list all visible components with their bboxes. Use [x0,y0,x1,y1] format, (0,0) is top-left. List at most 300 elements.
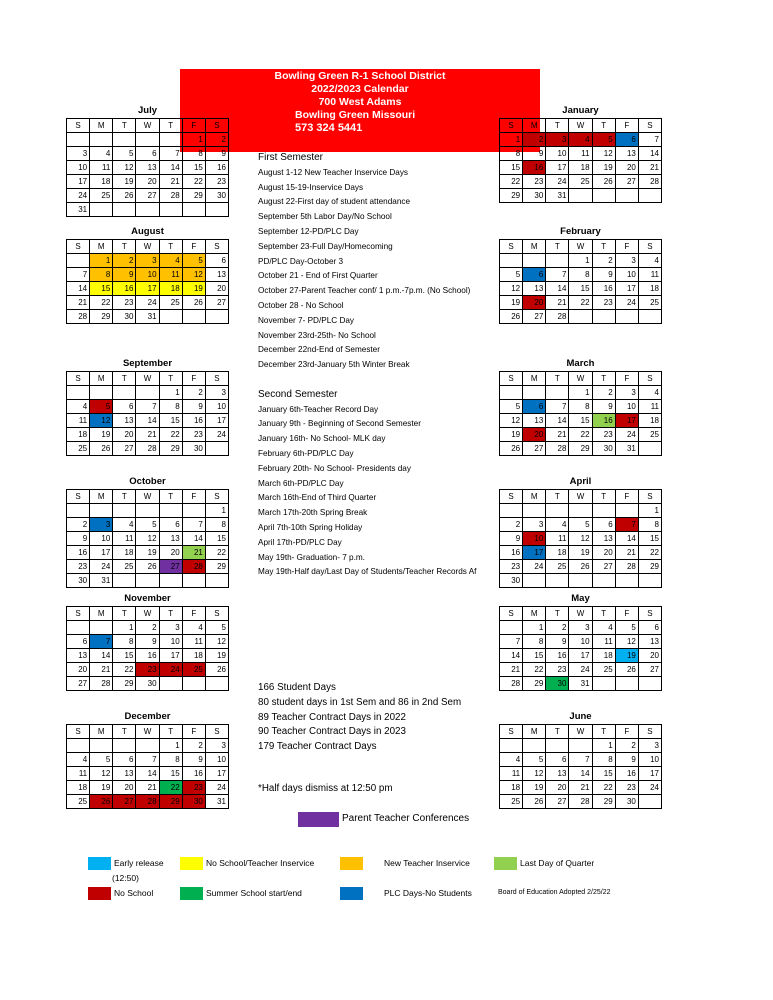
day-cell: 13 [159,532,182,546]
weekday-label: W [569,725,592,739]
day-cell: 24 [67,189,90,203]
day-cell: 10 [638,753,661,767]
week-row [67,677,229,691]
day-cell: 21 [90,663,113,677]
weekday-label: F [615,372,638,386]
month-november [66,591,229,691]
weekday-label: F [615,725,638,739]
weekday-label: W [136,490,159,504]
day-cell: 27 [615,175,638,189]
month-grid [66,118,229,217]
event-item: March 16th-End of Third Quarter [258,493,377,503]
weekday-label: F [615,490,638,504]
day-cell: 4 [67,753,90,767]
month-march [499,356,662,456]
day-cell: 23 [182,428,205,442]
day-cell: 10 [205,400,228,414]
weekday-header-row [500,725,662,739]
weekday-label: T [113,490,136,504]
day-cell: 1 [159,739,182,753]
event-item: December 22nd-End of Semester [258,345,380,355]
day-cell: 31 [90,574,113,588]
day-cell: 28 [638,175,661,189]
day-cell: 7 [638,133,661,147]
month-grid [66,489,229,588]
day-cell: 30 [182,442,205,456]
day-cell: 16 [615,767,638,781]
day-cell: 23 [500,560,523,574]
day-cell [90,621,113,635]
day-cell: 18 [182,649,205,663]
weekday-label: S [638,372,661,386]
day-cell: 6 [638,621,661,635]
weekday-label: S [500,725,523,739]
day-cell: 25 [500,795,523,809]
weekday-label: S [67,725,90,739]
week-row [67,428,229,442]
address: 700 West Adams [318,96,402,108]
week-row [67,161,229,175]
day-cell [67,621,90,635]
legend-swatch [494,857,517,870]
day-cell [569,504,592,518]
week-row [500,635,662,649]
day-cell: 21 [546,428,569,442]
weekday-label: T [159,725,182,739]
month-title: March [566,358,595,369]
day-cell [136,504,159,518]
day-cell: 14 [638,147,661,161]
day-cell: 26 [90,442,113,456]
day-cell: 20 [592,546,615,560]
day-cell: 22 [159,428,182,442]
weekday-label: S [67,372,90,386]
month-grid [66,371,229,456]
event-item: April 17th-PD/PLC Day [258,537,342,547]
weekday-label: S [67,607,90,621]
day-cell: 2 [592,386,615,400]
month-grid [499,489,662,588]
day-cell: 23 [67,560,90,574]
day-cell: 12 [615,635,638,649]
day-cell: 7 [67,268,90,282]
week-row [67,400,229,414]
week-row [67,635,229,649]
day-cell [182,203,205,217]
day-cell [500,621,523,635]
day-cell: 9 [113,268,136,282]
legend-swatch [88,857,111,870]
month-grid [66,724,229,809]
weekday-label: F [182,607,205,621]
day-cell: 26 [182,296,205,310]
half-day-note: *Half days dismiss at 12:50 pm [258,783,393,794]
event-item [258,373,496,388]
week-row [500,175,662,189]
weekday-label: T [113,240,136,254]
event-item: January 6th-Teacher Record Day [258,404,379,414]
day-cell: 3 [136,254,159,268]
day-cell: 19 [569,546,592,560]
day-cell: 20 [113,428,136,442]
event-item: May 19th- Graduation- 7 p.m. [258,552,365,562]
day-cell: 11 [638,268,661,282]
weekday-label: W [136,725,159,739]
day-cell: 10 [615,268,638,282]
day-cell [67,504,90,518]
day-cell: 8 [159,400,182,414]
day-cell: 23 [182,781,205,795]
weekday-label: T [592,490,615,504]
weekday-label: S [67,240,90,254]
day-cell: 16 [546,649,569,663]
day-cell [523,574,546,588]
day-cell: 14 [182,532,205,546]
day-cell: 13 [523,282,546,296]
day-cell: 22 [523,663,546,677]
day-cell: 1 [90,254,113,268]
day-cell: 8 [569,400,592,414]
day-cell: 31 [67,203,90,217]
week-row [67,739,229,753]
day-cell: 5 [90,753,113,767]
month-grid [499,606,662,691]
day-cell: 9 [182,400,205,414]
month-grid [499,118,662,203]
day-cell: 29 [159,442,182,456]
legend-label: No School/Teacher Inservice [206,858,315,868]
day-cell: 20 [136,175,159,189]
day-cell [546,504,569,518]
day-cell: 25 [546,560,569,574]
month-may [499,591,662,691]
day-cell: 14 [136,767,159,781]
day-cell [592,504,615,518]
day-cell: 18 [67,781,90,795]
contract-days-2022: 89 Teacher Contract Days in 2022 [258,711,406,723]
day-cell: 9 [67,532,90,546]
day-cell: 30 [592,442,615,456]
day-cell: 18 [500,781,523,795]
weekday-header-row [67,240,229,254]
week-row [67,753,229,767]
day-cell: 6 [159,518,182,532]
day-cell: 26 [569,560,592,574]
day-cell: 12 [523,767,546,781]
day-cell: 18 [638,414,661,428]
day-cell: 11 [67,414,90,428]
weekday-label: T [159,490,182,504]
day-cell: 4 [159,254,182,268]
day-cell: 21 [136,781,159,795]
week-row [500,795,662,809]
day-cell: 8 [523,635,546,649]
day-cell [569,189,592,203]
week-row [500,254,662,268]
day-cell: 23 [592,296,615,310]
day-cell: 5 [113,147,136,161]
day-cell: 3 [67,147,90,161]
day-cell [159,504,182,518]
weekday-label: M [523,725,546,739]
day-cell: 6 [113,753,136,767]
day-cell: 23 [136,663,159,677]
day-cell: 18 [113,546,136,560]
day-cell: 12 [205,635,228,649]
day-cell [205,574,228,588]
day-cell: 31 [569,677,592,691]
day-cell [615,310,638,324]
weekday-label: M [523,490,546,504]
day-cell: 9 [592,400,615,414]
day-cell: 27 [136,189,159,203]
weekday-label: S [205,607,228,621]
day-cell [592,677,615,691]
day-cell [500,504,523,518]
event-item: October 21 - End of First Quarter [258,271,378,281]
month-title: January [562,105,599,116]
day-cell [546,574,569,588]
weekday-label: S [500,240,523,254]
week-row [500,781,662,795]
weekday-label: M [523,607,546,621]
day-cell: 30 [546,677,569,691]
event-item: December 23rd-January 5th Winter Break [258,360,410,370]
day-cell: 27 [523,442,546,456]
weekday-label: M [90,119,113,133]
day-cell: 20 [638,649,661,663]
day-cell: 1 [159,386,182,400]
day-cell: 29 [523,677,546,691]
day-cell: 19 [523,781,546,795]
day-cell: 22 [90,296,113,310]
weekday-label: F [615,240,638,254]
phone-number: 573 324 5441 [295,122,363,134]
event-item: November 23rd-25th- No School [258,330,376,340]
day-cell: 11 [638,400,661,414]
events-list [258,151,496,580]
day-cell: 9 [136,635,159,649]
weekday-header-row [67,372,229,386]
day-cell: 12 [113,161,136,175]
day-cell: 27 [113,442,136,456]
day-cell: 6 [546,753,569,767]
day-cell: 15 [638,532,661,546]
day-cell: 27 [113,795,136,809]
day-cell: 20 [523,296,546,310]
day-cell: 4 [90,147,113,161]
day-cell: 26 [136,560,159,574]
day-cell [205,442,228,456]
day-cell: 16 [592,282,615,296]
day-cell: 15 [113,649,136,663]
day-cell [500,739,523,753]
day-cell: 25 [638,428,661,442]
legend-swatch [340,887,363,900]
board-adoption-note: Board of Education Adopted 2/25/22 [498,889,611,896]
day-cell: 22 [500,175,523,189]
week-row [500,147,662,161]
day-cell: 28 [90,677,113,691]
day-cell: 22 [569,428,592,442]
day-cell: 15 [159,767,182,781]
day-cell: 10 [546,147,569,161]
week-row [500,386,662,400]
day-cell [113,574,136,588]
day-cell: 1 [182,133,205,147]
weekday-label: F [182,119,205,133]
day-cell: 30 [113,310,136,324]
day-cell: 30 [67,574,90,588]
day-cell: 13 [113,767,136,781]
day-cell: 10 [523,532,546,546]
week-row [67,296,229,310]
day-cell: 1 [523,621,546,635]
day-cell: 9 [523,147,546,161]
week-row [67,133,229,147]
day-cell: 22 [592,781,615,795]
day-cell: 26 [615,663,638,677]
day-cell: 25 [113,560,136,574]
weekday-label: M [90,607,113,621]
day-cell: 21 [182,546,205,560]
day-cell: 3 [90,518,113,532]
legend-label: New Teacher Inservice [384,858,470,868]
month-title: July [137,105,157,116]
day-cell: 5 [90,400,113,414]
weekday-label: M [90,725,113,739]
day-cell: 22 [113,663,136,677]
day-cell: 29 [569,442,592,456]
weekday-label: S [205,240,228,254]
month-title: February [560,226,601,237]
day-cell: 24 [205,428,228,442]
weekday-label: W [569,119,592,133]
day-cell: 10 [569,635,592,649]
day-cell: 2 [182,386,205,400]
day-cell: 6 [592,518,615,532]
day-cell: 14 [569,767,592,781]
day-cell: 18 [159,282,182,296]
week-row [500,442,662,456]
day-cell: 21 [136,428,159,442]
week-row [500,504,662,518]
day-cell: 11 [592,635,615,649]
day-cell [592,310,615,324]
event-item: August 22-First day of student attendance [258,197,411,207]
weekday-label: F [615,607,638,621]
day-cell: 29 [90,310,113,324]
day-cell: 4 [182,621,205,635]
day-cell: 5 [182,254,205,268]
day-cell: 8 [569,268,592,282]
day-cell: 4 [546,518,569,532]
day-cell: 11 [569,147,592,161]
city-state: Bowling Green Missouri [295,109,416,121]
day-cell: 19 [113,175,136,189]
weekday-label: T [592,240,615,254]
legend-label: Summer School start/end [206,888,302,898]
day-cell: 8 [159,753,182,767]
weekday-label: W [136,119,159,133]
month-july [66,103,229,217]
day-cell: 21 [500,663,523,677]
weekday-label: T [159,119,182,133]
weekday-label: S [205,372,228,386]
day-cell: 8 [205,518,228,532]
month-august [66,224,229,324]
day-cell: 25 [569,175,592,189]
weekday-label: T [113,607,136,621]
day-cell: 19 [615,649,638,663]
event-item: August 15-19-Inservice Days [258,182,364,192]
day-cell: 12 [90,414,113,428]
day-cell: 13 [592,532,615,546]
day-cell: 18 [592,649,615,663]
day-cell: 14 [136,414,159,428]
day-cell: 5 [136,518,159,532]
week-row [67,574,229,588]
legend-swatch [340,857,363,870]
month-december [66,709,229,809]
event-item: August 1-12 New Teacher Inservice Days [258,167,409,177]
week-row [67,504,229,518]
ptc-swatch [298,812,339,827]
day-cell: 3 [523,518,546,532]
day-cell: 22 [638,546,661,560]
month-grid [499,239,662,324]
month-grid [499,371,662,456]
day-cell: 11 [67,767,90,781]
weekday-label: T [113,372,136,386]
day-cell: 31 [546,189,569,203]
weekday-label: F [182,490,205,504]
day-cell: 14 [159,161,182,175]
day-cell [546,739,569,753]
day-cell: 22 [569,296,592,310]
day-cell: 19 [90,428,113,442]
day-cell: 15 [569,282,592,296]
week-row [500,677,662,691]
day-cell: 16 [182,767,205,781]
day-cell: 29 [205,560,228,574]
weekday-label: S [638,119,661,133]
day-cell: 5 [205,621,228,635]
day-cell [638,677,661,691]
day-cell: 14 [615,532,638,546]
day-cell [205,310,228,324]
legend-label: No School [114,888,154,898]
day-cell: 31 [615,442,638,456]
day-cell: 28 [136,442,159,456]
day-cell: 2 [592,254,615,268]
day-cell: 3 [546,133,569,147]
day-cell: 19 [90,781,113,795]
day-cell: 10 [136,268,159,282]
day-cell: 26 [90,795,113,809]
weekday-label: S [638,725,661,739]
day-cell: 10 [615,400,638,414]
week-row [67,663,229,677]
month-title: August [131,226,164,237]
weekday-label: F [615,119,638,133]
day-cell: 13 [67,649,90,663]
month-grid [66,239,229,324]
event-item: February 6th-PD/PLC Day [258,448,354,458]
day-cell: 11 [546,532,569,546]
day-cell: 13 [638,635,661,649]
week-row [67,781,229,795]
